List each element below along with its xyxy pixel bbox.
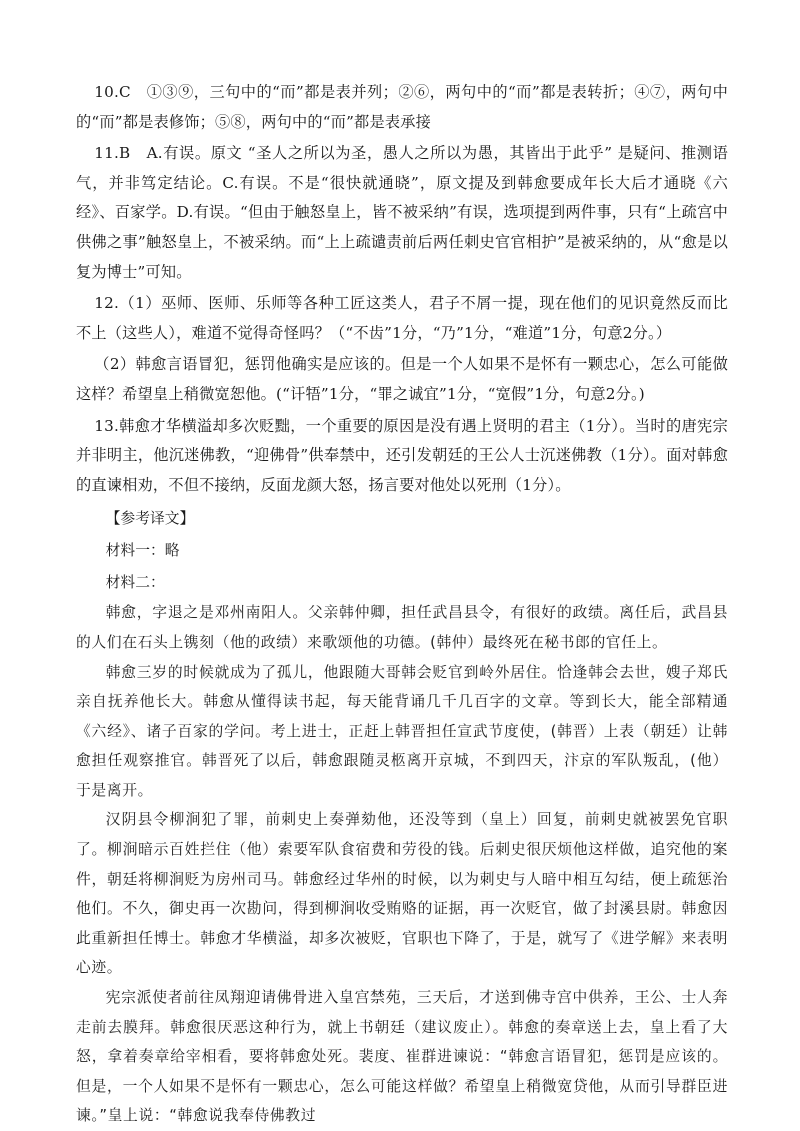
answer-12-part-1: 12.（1）巫师、医师、乐师等各种工匠这类人，君子不屑一提，现在他们的见识竟然反而比不上（这些人），难道不觉得奇怪吗？（“不齿”1分，“乃”1分，“难道”1分，句意2分。） bbox=[76, 294, 728, 342]
translation-heading: 【参考译文】 bbox=[105, 510, 195, 528]
translation-paragraph: 韩愈三岁的时候就成为了孤儿，他跟随大哥韩会贬官到岭外居住。恰逢韩会去世，嫂子郑氏亲自抚养他长大。韩愈从懂得读书起，每天能背诵几千几百字的文章。等到长大，能全部精通《六经》、诸子百家的学问。考上进士，正赶上韩晋担任宣武节度使，(韩晋）上表（朝廷）让韩愈担任观察推官。韩晋死了以后，韩愈跟随灵柩离开京城，不到四天，汴京的军队叛乱，(他）于是离开。 bbox=[76, 663, 728, 799]
answer-13: 13.韩愈才华横溢却多次贬黜，一个重要的原因是没有遇上贤明的君主（1分）。当时的唐宪宗并非明主，他沉迷佛教，“迎佛骨”供奉禁中，还引发朝廷的王公人士沉迷佛教（1分）。面对韩愈的直谏相劝，不但不接纳，反面龙颜大怒，扬言要对他处以死刑（1分）。 bbox=[76, 416, 728, 494]
translation-paragraph: 宪宗派使者前往凤翔迎请佛骨进入皇宫禁苑，三天后，才送到佛寺宫中供养，王公、士人奔走前去膜拜。韩愈很厌恶这种行为，就上书朝廷（建议废止）。韩愈的奏章送上去，皇上看了大怒，拿着奏章给宰相看，要将韩愈处死。裴度、崔群进谏说：“韩愈言语冒犯，惩罚是应该的。但是，一个人如果不是怀有一颗忠心，怎么可能这样做？希望皇上稍微宽贷他，从而引导群臣进谏。”皇上说：“韩愈说我奉侍佛教过 bbox=[76, 989, 728, 1125]
material-2-label: 材料二： bbox=[105, 574, 165, 592]
translation-paragraph: 汉阴县令柳涧犯了罪，前刺史上奏弹劾他，还没等到（皇上）回复，前刺史就被罢免官职了。柳涧暗示百姓拦住（他）索要军队食宿费和劳役的钱。后刺史很厌烦他这样做，追究他的案件，朝廷将柳涧贬为房州司马。韩愈经过华州的时候，以为刺史与人暗中相互勾结，便上疏惩治他们。不久，御史再一次勘问，得到柳涧收受贿赂的证据，再一次贬官，做了封溪县尉。韩愈因此重新担任博士。韩愈才华横溢，却多次被贬，官职也下降了，于是，就写了《进学解》来表明心迹。 bbox=[76, 811, 728, 977]
answer-12-part-2: （2）韩愈言语冒犯，惩罚他确实是应该的。但是一个人如果不是怀有一颗忠心，怎么可能做这样？希望皇上稍微宽恕他。(“讦牾”1分，“罪之诚宜”1分，“宽假”1分，句意2分。) bbox=[76, 355, 728, 403]
material-1-label: 材料一：略 bbox=[105, 542, 180, 560]
answer-11: 11.B A.有误。原文 “圣人之所以为圣，愚人之所以为愚，其皆出于此乎” 是疑问、推测语气，并非笃定结论。C.有误。不是“很快就通晓”，原文提及到韩愈要成年长大后才通晓《六经》、百家学。D.有误。“但由于触怒皇上，皆不被采纳”有误，选项提到两件事，只有“上疏宫中供佛之事”触怒皇上，不被采纳。而“上上疏谴责前后两任刺史官官相护”是被采纳的，从“愈是以复为博士”可知。 bbox=[76, 144, 728, 281]
answer-10: 10.C ①③⑨，三句中的“而”都是表并列；②⑥，两句中的“而”都是表转折；④⑦，两句中的“而”都是表修饰；⑤⑧，两句中的“而”都是表承接 bbox=[76, 83, 728, 131]
translation-paragraph: 韩愈，字退之是邓州南阳人。父亲韩仲卿，担任武昌县令，有很好的政绩。离任后，武昌县的人们在石头上镌刻（他的政绩）来歌颂他的功德。(韩仲）最终死在秘书郎的官任上。 bbox=[76, 604, 728, 651]
